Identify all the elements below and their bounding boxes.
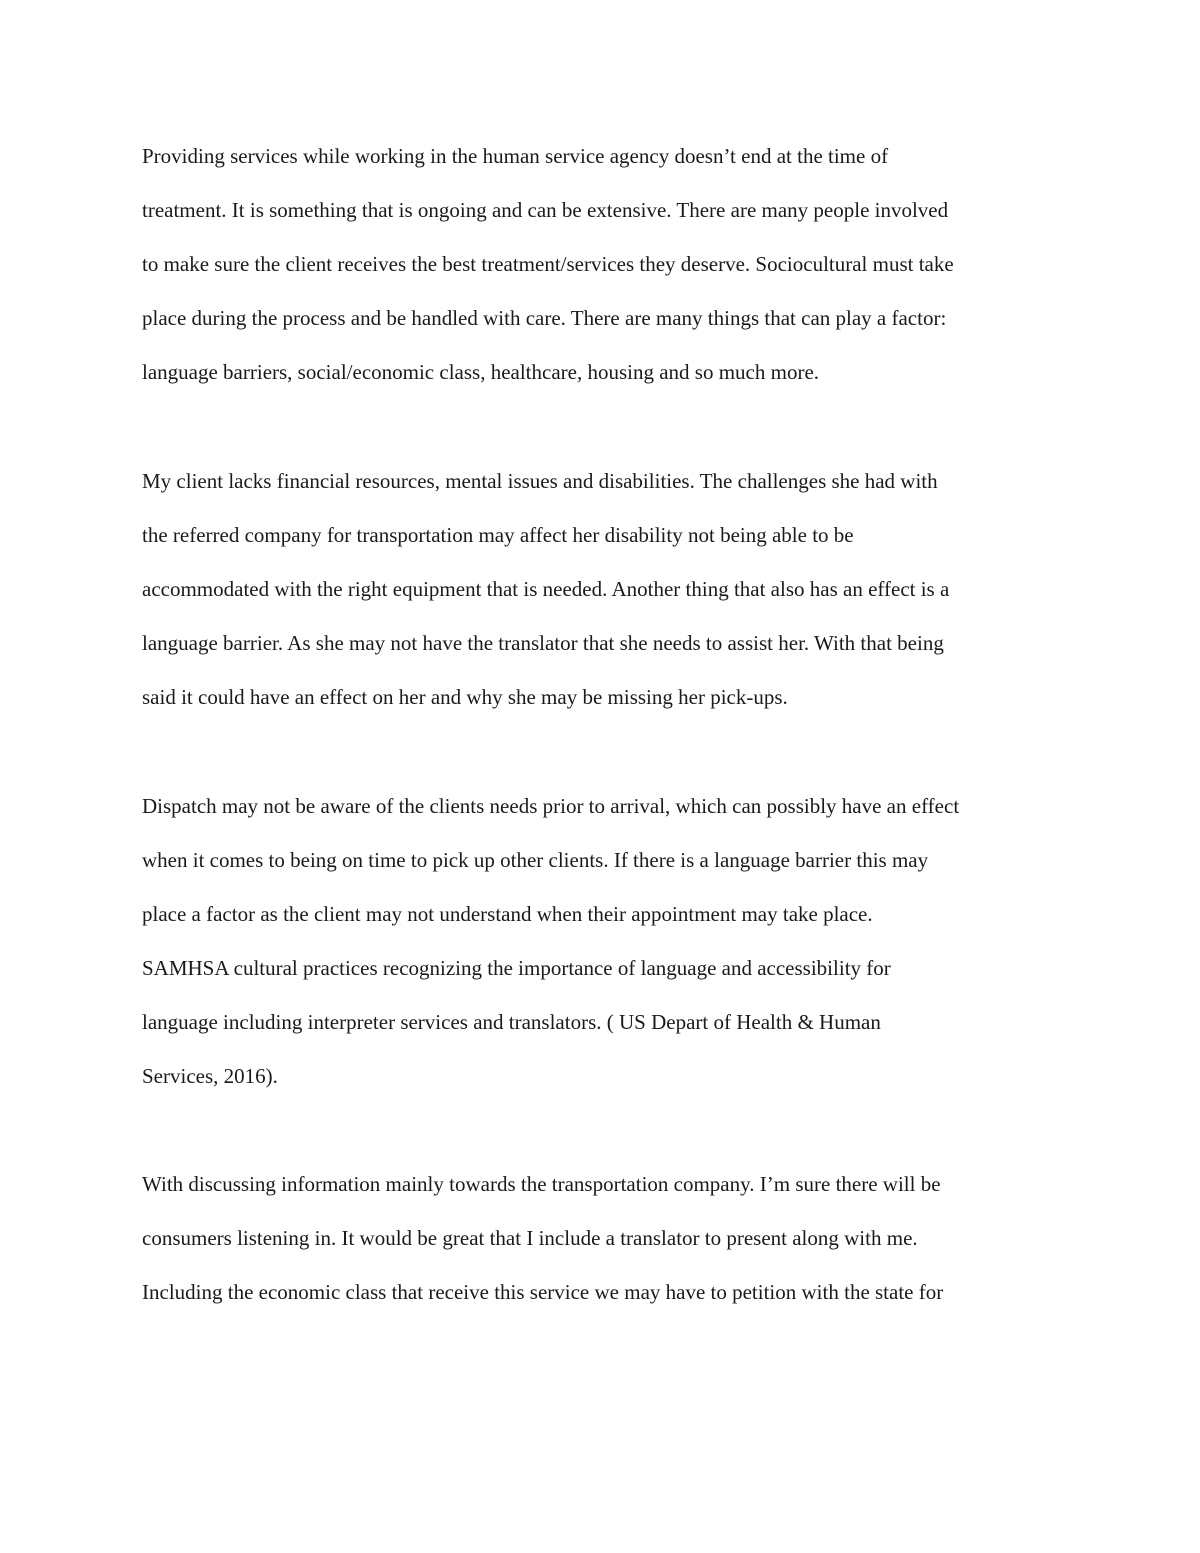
paragraph-2-line-5: said it could have an effect on her and why she may be missing her pick-ups. [142,685,788,709]
paragraph-2-line-1: My client lacks financial resources, mental issues and disabilities. The challenges she had with [142,469,938,493]
paragraph-1-line-2: treatment. It is something that is ongoing and can be extensive. There are many people involved [142,198,949,222]
paragraph-4-line-1: With discussing information mainly towards the transportation company. I’m sure there will be [142,1172,941,1196]
paragraph-4-line-3: Including the economic class that receive this service we may have to petition with the state for [142,1280,944,1304]
paragraph-3-line-5: language including interpreter services and translators. ( US Depart of Health & Human [142,1010,881,1034]
paragraph-1-line-5: language barriers, social/economic class, healthcare, housing and so much more. [142,360,820,384]
paragraph-3-line-3: place a factor as the client may not understand when their appointment may take place. [142,902,873,926]
paragraph-3-line-6: Services, 2016). [142,1064,278,1088]
paragraph-3-line-2: when it comes to being on time to pick up other clients. If there is a language barrier this may [142,848,929,872]
paragraph-2-line-4: language barrier. As she may not have the translator that she needs to assist her. With that being [142,631,944,655]
paragraph-1-line-4: place during the process and be handled with care. There are many things that can play a factor: [142,306,947,330]
paragraph-4-line-2: consumers listening in. It would be great that I include a translator to present along with me. [142,1226,918,1250]
paragraph-3-line-4: SAMHSA cultural practices recognizing the importance of language and accessibility for [142,956,891,980]
paragraph-2-line-3: accommodated with the right equipment that is needed. Another thing that also has an effect is a [142,577,950,601]
paragraph-2-line-2: the referred company for transportation may affect her disability not being able to be [142,523,854,547]
paragraph-1-line-3: to make sure the client receives the best treatment/services they deserve. Sociocultural must take [142,252,954,276]
paragraph-1-line-1: Providing services while working in the human service agency doesn’t end at the time of [142,144,889,168]
paragraph-3-line-1: Dispatch may not be aware of the clients needs prior to arrival, which can possibly have an effect [142,794,960,818]
